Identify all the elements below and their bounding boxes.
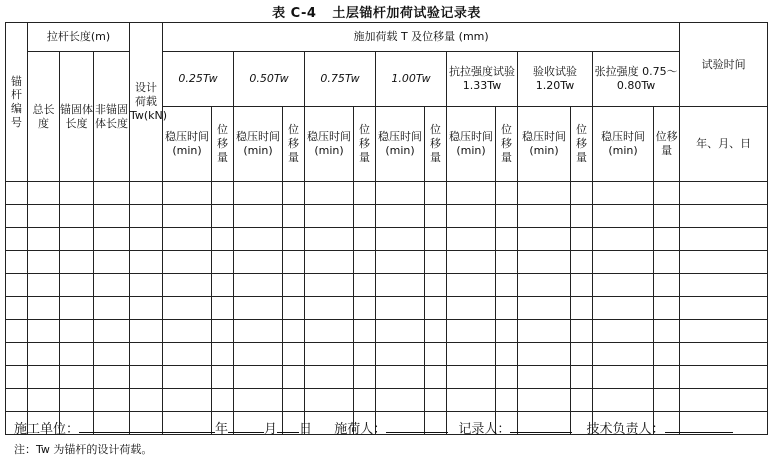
table-cell[interactable] bbox=[94, 389, 130, 412]
table-cell[interactable] bbox=[6, 297, 28, 320]
table-cell[interactable] bbox=[654, 182, 680, 205]
table-cell[interactable] bbox=[425, 389, 447, 412]
table-cell[interactable] bbox=[654, 366, 680, 389]
table-cell[interactable] bbox=[376, 366, 425, 389]
table-cell[interactable] bbox=[571, 251, 593, 274]
table-row bbox=[6, 320, 768, 343]
table-cell[interactable] bbox=[593, 366, 654, 389]
recorder-label: 记录人： bbox=[458, 422, 511, 437]
table-cell[interactable] bbox=[28, 251, 60, 274]
table-cell[interactable] bbox=[654, 320, 680, 343]
table-row bbox=[6, 182, 768, 205]
hold-time-header: 稳压时间(min) bbox=[234, 107, 283, 182]
table-cell[interactable] bbox=[425, 320, 447, 343]
table-cell[interactable] bbox=[518, 343, 571, 366]
table-cell[interactable] bbox=[376, 297, 425, 320]
table-cell[interactable] bbox=[283, 297, 305, 320]
table-cell[interactable] bbox=[234, 228, 283, 251]
table-cell[interactable] bbox=[571, 343, 593, 366]
table-row bbox=[6, 389, 768, 412]
anchor-body-length-header: 锚固体长度 bbox=[60, 52, 94, 182]
table-cell[interactable] bbox=[28, 297, 60, 320]
table-cell[interactable] bbox=[425, 251, 447, 274]
table-row bbox=[6, 251, 768, 274]
table-cell[interactable] bbox=[496, 228, 518, 251]
table-cell[interactable] bbox=[571, 274, 593, 297]
table-cell[interactable] bbox=[60, 320, 94, 343]
table-cell[interactable] bbox=[130, 343, 163, 366]
table-cell[interactable] bbox=[354, 320, 376, 343]
table-cell[interactable] bbox=[518, 182, 571, 205]
table-cell[interactable] bbox=[28, 182, 60, 205]
table-cell[interactable] bbox=[6, 274, 28, 297]
table-cell[interactable] bbox=[305, 251, 354, 274]
table-cell[interactable] bbox=[234, 182, 283, 205]
date-header: 年、月、日 bbox=[680, 107, 768, 182]
hold-time-header: 稳压时间(min) bbox=[376, 107, 425, 182]
table-cell[interactable] bbox=[680, 320, 768, 343]
table-cell[interactable] bbox=[354, 366, 376, 389]
table-cell[interactable] bbox=[376, 389, 425, 412]
table-cell[interactable] bbox=[447, 251, 496, 274]
displacement-header: 位移量 bbox=[354, 107, 376, 182]
table-cell[interactable] bbox=[130, 228, 163, 251]
table-cell[interactable] bbox=[60, 205, 94, 228]
table-cell[interactable] bbox=[283, 343, 305, 366]
table-cell[interactable] bbox=[496, 343, 518, 366]
table-cell[interactable] bbox=[593, 320, 654, 343]
table-cell[interactable] bbox=[680, 366, 768, 389]
table-cell[interactable] bbox=[376, 205, 425, 228]
table-number: 表 C-4 bbox=[272, 6, 317, 21]
table-cell[interactable] bbox=[654, 343, 680, 366]
table-cell[interactable] bbox=[212, 228, 234, 251]
stage-header: 验收试验 1.20Tw bbox=[518, 52, 593, 107]
table-cell[interactable] bbox=[654, 205, 680, 228]
table-cell[interactable] bbox=[425, 274, 447, 297]
table-cell[interactable] bbox=[496, 251, 518, 274]
stage-header: 张拉强度 0.75～0.80Tw bbox=[593, 52, 680, 107]
table-cell[interactable] bbox=[518, 251, 571, 274]
table-cell[interactable] bbox=[94, 366, 130, 389]
table-cell[interactable] bbox=[593, 297, 654, 320]
table-cell[interactable] bbox=[234, 389, 283, 412]
table-cell[interactable] bbox=[654, 274, 680, 297]
table-cell[interactable] bbox=[130, 320, 163, 343]
table-cell[interactable] bbox=[283, 389, 305, 412]
table-cell[interactable] bbox=[283, 274, 305, 297]
displacement-header: 位移量 bbox=[496, 107, 518, 182]
table-cell[interactable] bbox=[571, 205, 593, 228]
table-cell[interactable] bbox=[6, 366, 28, 389]
table-cell[interactable] bbox=[654, 297, 680, 320]
table-cell[interactable] bbox=[212, 274, 234, 297]
table-cell[interactable] bbox=[571, 389, 593, 412]
table-cell[interactable] bbox=[28, 274, 60, 297]
table-cell[interactable] bbox=[680, 205, 768, 228]
table-cell[interactable] bbox=[94, 343, 130, 366]
table-cell[interactable] bbox=[212, 297, 234, 320]
table-cell[interactable] bbox=[60, 389, 94, 412]
table-cell[interactable] bbox=[234, 205, 283, 228]
table-cell[interactable] bbox=[518, 228, 571, 251]
loading-group-header: 施加荷载 T 及位移量 (mm) bbox=[163, 23, 680, 52]
total-length-header: 总长度 bbox=[28, 52, 60, 182]
table-cell[interactable] bbox=[496, 205, 518, 228]
table-cell[interactable] bbox=[518, 366, 571, 389]
stage-header: 1.00Tw bbox=[376, 52, 447, 107]
table-cell[interactable] bbox=[305, 182, 354, 205]
table-cell[interactable] bbox=[60, 297, 94, 320]
table-cell[interactable] bbox=[130, 297, 163, 320]
form-title bbox=[0, 2, 753, 20]
table-cell[interactable] bbox=[680, 182, 768, 205]
table-title: 土层锚杆加荷试验记录表 bbox=[332, 6, 481, 21]
table-row bbox=[6, 274, 768, 297]
year-label: 年 bbox=[215, 422, 229, 437]
table-cell[interactable] bbox=[680, 389, 768, 412]
tech-lead-label: 技术负责人： bbox=[586, 422, 665, 437]
table-cell[interactable] bbox=[212, 366, 234, 389]
table-cell[interactable] bbox=[496, 297, 518, 320]
table-cell[interactable] bbox=[518, 389, 571, 412]
table-cell[interactable] bbox=[60, 343, 94, 366]
table-cell[interactable] bbox=[163, 205, 212, 228]
table-cell[interactable] bbox=[130, 251, 163, 274]
table-cell[interactable] bbox=[571, 228, 593, 251]
table-cell[interactable] bbox=[28, 205, 60, 228]
table-cell[interactable] bbox=[496, 366, 518, 389]
table-cell[interactable] bbox=[496, 274, 518, 297]
table-cell[interactable] bbox=[60, 182, 94, 205]
table-cell[interactable] bbox=[593, 228, 654, 251]
table-cell[interactable] bbox=[60, 366, 94, 389]
table-cell[interactable] bbox=[130, 182, 163, 205]
table-cell[interactable] bbox=[163, 320, 212, 343]
table-cell[interactable] bbox=[496, 320, 518, 343]
table-cell[interactable] bbox=[234, 251, 283, 274]
displacement-header: 位移量 bbox=[212, 107, 234, 182]
table-cell[interactable] bbox=[305, 320, 354, 343]
footnote: 注：Tw 为锚杆的设计荷载。 bbox=[14, 443, 153, 456]
table-cell[interactable] bbox=[354, 274, 376, 297]
table-cell[interactable] bbox=[593, 389, 654, 412]
table-cell[interactable] bbox=[571, 182, 593, 205]
table-cell[interactable] bbox=[425, 182, 447, 205]
table-cell[interactable] bbox=[447, 320, 496, 343]
table-cell[interactable] bbox=[28, 389, 60, 412]
table-cell[interactable] bbox=[354, 228, 376, 251]
table-cell[interactable] bbox=[28, 228, 60, 251]
table-cell[interactable] bbox=[234, 343, 283, 366]
table-cell[interactable] bbox=[60, 251, 94, 274]
table-cell[interactable] bbox=[212, 205, 234, 228]
table-cell[interactable] bbox=[518, 274, 571, 297]
table-cell[interactable] bbox=[376, 274, 425, 297]
table-cell[interactable] bbox=[28, 343, 60, 366]
table-cell[interactable] bbox=[518, 297, 571, 320]
table-cell[interactable] bbox=[60, 274, 94, 297]
table-row bbox=[6, 205, 768, 228]
table-cell[interactable] bbox=[130, 274, 163, 297]
non-anchor-length-header: 非锚固体长度 bbox=[94, 52, 130, 182]
loader-field[interactable] bbox=[386, 418, 448, 433]
table-cell[interactable] bbox=[425, 297, 447, 320]
test-time-header: 试验时间 bbox=[680, 23, 768, 107]
table-cell[interactable] bbox=[305, 228, 354, 251]
table-cell[interactable] bbox=[234, 366, 283, 389]
table-cell[interactable] bbox=[6, 228, 28, 251]
table-cell[interactable] bbox=[518, 320, 571, 343]
table-cell[interactable] bbox=[571, 320, 593, 343]
table-cell[interactable] bbox=[283, 320, 305, 343]
anchor-no-header: 锚杆编号 bbox=[6, 23, 28, 182]
table-cell[interactable] bbox=[130, 366, 163, 389]
table-cell[interactable] bbox=[94, 228, 130, 251]
displacement-header: 位移量 bbox=[654, 107, 680, 182]
table-cell[interactable] bbox=[28, 320, 60, 343]
table-cell[interactable] bbox=[447, 205, 496, 228]
table-cell[interactable] bbox=[94, 297, 130, 320]
table-cell[interactable] bbox=[283, 205, 305, 228]
table-row bbox=[6, 366, 768, 389]
table-cell[interactable] bbox=[6, 389, 28, 412]
stage-header: 0.25Tw bbox=[163, 52, 234, 107]
table-row bbox=[6, 343, 768, 366]
table-cell[interactable] bbox=[593, 182, 654, 205]
table-cell[interactable] bbox=[447, 343, 496, 366]
recorder-field[interactable] bbox=[510, 418, 572, 433]
table-cell[interactable] bbox=[6, 320, 28, 343]
table-cell[interactable] bbox=[94, 320, 130, 343]
displacement-header: 位移量 bbox=[571, 107, 593, 182]
table-cell[interactable] bbox=[496, 182, 518, 205]
table-cell[interactable] bbox=[680, 343, 768, 366]
table-cell[interactable] bbox=[283, 228, 305, 251]
table-cell[interactable] bbox=[571, 297, 593, 320]
table-cell[interactable] bbox=[163, 389, 212, 412]
table-cell[interactable] bbox=[680, 251, 768, 274]
table-cell[interactable] bbox=[376, 251, 425, 274]
table-cell[interactable] bbox=[593, 274, 654, 297]
hold-time-header: 稳压时间(min) bbox=[518, 107, 571, 182]
table-cell[interactable] bbox=[680, 297, 768, 320]
hold-time-header: 稳压时间(min) bbox=[305, 107, 354, 182]
table-cell[interactable] bbox=[212, 320, 234, 343]
stage-header: 0.50Tw bbox=[234, 52, 305, 107]
month-label: 月 bbox=[264, 422, 278, 437]
hold-time-header: 稳压时间(min) bbox=[163, 107, 212, 182]
table-cell[interactable] bbox=[130, 205, 163, 228]
table-row bbox=[6, 228, 768, 251]
table-cell[interactable] bbox=[447, 389, 496, 412]
tech-lead-field[interactable] bbox=[665, 418, 733, 433]
table-cell[interactable] bbox=[654, 389, 680, 412]
construction-unit-field[interactable] bbox=[79, 418, 171, 433]
table-cell[interactable] bbox=[376, 182, 425, 205]
loader-label: 施荷人： bbox=[334, 422, 387, 437]
table-cell[interactable] bbox=[354, 389, 376, 412]
table-cell[interactable] bbox=[571, 366, 593, 389]
displacement-header: 位移量 bbox=[283, 107, 305, 182]
table-cell[interactable] bbox=[283, 251, 305, 274]
table-cell[interactable] bbox=[6, 205, 28, 228]
table-cell[interactable] bbox=[94, 274, 130, 297]
table-cell[interactable] bbox=[28, 366, 60, 389]
table-cell[interactable] bbox=[654, 228, 680, 251]
construction-unit-label: 施工单位： bbox=[14, 422, 80, 437]
table-cell[interactable] bbox=[163, 343, 212, 366]
table-cell[interactable] bbox=[425, 205, 447, 228]
table-cell[interactable] bbox=[425, 228, 447, 251]
table-cell[interactable] bbox=[163, 297, 212, 320]
table-header bbox=[6, 23, 768, 182]
table-cell[interactable] bbox=[680, 274, 768, 297]
table-cell[interactable] bbox=[305, 343, 354, 366]
table-cell[interactable] bbox=[163, 366, 212, 389]
year-field[interactable] bbox=[171, 418, 215, 433]
stage-header: 0.75Tw bbox=[305, 52, 376, 107]
table-cell[interactable] bbox=[354, 297, 376, 320]
test-record-table bbox=[5, 22, 768, 435]
signature-line bbox=[14, 418, 744, 437]
table-cell[interactable] bbox=[305, 274, 354, 297]
table-cell[interactable] bbox=[425, 343, 447, 366]
table-cell[interactable] bbox=[305, 389, 354, 412]
table-cell[interactable] bbox=[518, 205, 571, 228]
table-cell[interactable] bbox=[447, 228, 496, 251]
table-cell[interactable] bbox=[376, 228, 425, 251]
table-cell[interactable] bbox=[234, 297, 283, 320]
table-cell[interactable] bbox=[447, 366, 496, 389]
table-cell[interactable] bbox=[654, 251, 680, 274]
table-cell[interactable] bbox=[425, 366, 447, 389]
table-cell[interactable] bbox=[354, 343, 376, 366]
table-cell[interactable] bbox=[593, 343, 654, 366]
table-cell[interactable] bbox=[212, 389, 234, 412]
table-cell[interactable] bbox=[305, 297, 354, 320]
table-row bbox=[6, 297, 768, 320]
table-cell[interactable] bbox=[212, 343, 234, 366]
table-cell[interactable] bbox=[60, 228, 94, 251]
displacement-header: 位移量 bbox=[425, 107, 447, 182]
table-cell[interactable] bbox=[94, 251, 130, 274]
table-cell[interactable] bbox=[283, 366, 305, 389]
table-cell[interactable] bbox=[94, 205, 130, 228]
day-field[interactable] bbox=[277, 418, 299, 433]
table-cell[interactable] bbox=[354, 205, 376, 228]
table-cell[interactable] bbox=[130, 389, 163, 412]
table-cell[interactable] bbox=[496, 389, 518, 412]
design-load-header: 设计荷载Tw(kN) bbox=[130, 23, 163, 182]
table-cell[interactable] bbox=[354, 251, 376, 274]
stage-header: 抗拉强度试验 1.33Tw bbox=[447, 52, 518, 107]
table-cell[interactable] bbox=[447, 297, 496, 320]
table-cell[interactable] bbox=[163, 182, 212, 205]
table-cell[interactable] bbox=[163, 274, 212, 297]
table-cell[interactable] bbox=[163, 228, 212, 251]
table-cell[interactable] bbox=[447, 182, 496, 205]
table-cell[interactable] bbox=[376, 320, 425, 343]
table-cell[interactable] bbox=[6, 343, 28, 366]
hold-time-header: 稳压时间(min) bbox=[447, 107, 496, 182]
table-cell[interactable] bbox=[593, 251, 654, 274]
day-label: 日 bbox=[299, 422, 313, 437]
table-cell[interactable] bbox=[6, 251, 28, 274]
table-cell[interactable] bbox=[94, 182, 130, 205]
table-cell[interactable] bbox=[212, 251, 234, 274]
table-cell[interactable] bbox=[593, 205, 654, 228]
tie-length-header: 拉杆长度(m) bbox=[28, 23, 130, 52]
table-cell[interactable] bbox=[212, 182, 234, 205]
table-cell[interactable] bbox=[234, 320, 283, 343]
table-cell[interactable] bbox=[305, 205, 354, 228]
table-body bbox=[6, 182, 768, 435]
table-cell[interactable] bbox=[6, 182, 28, 205]
table-cell[interactable] bbox=[376, 343, 425, 366]
table-cell[interactable] bbox=[354, 182, 376, 205]
hold-time-header: 稳压时间(min) bbox=[593, 107, 654, 182]
table-cell[interactable] bbox=[163, 251, 212, 274]
table-cell[interactable] bbox=[234, 274, 283, 297]
table-cell[interactable] bbox=[680, 228, 768, 251]
table-cell[interactable] bbox=[305, 366, 354, 389]
month-field[interactable] bbox=[228, 418, 264, 433]
table-cell[interactable] bbox=[447, 274, 496, 297]
table-cell[interactable] bbox=[283, 182, 305, 205]
